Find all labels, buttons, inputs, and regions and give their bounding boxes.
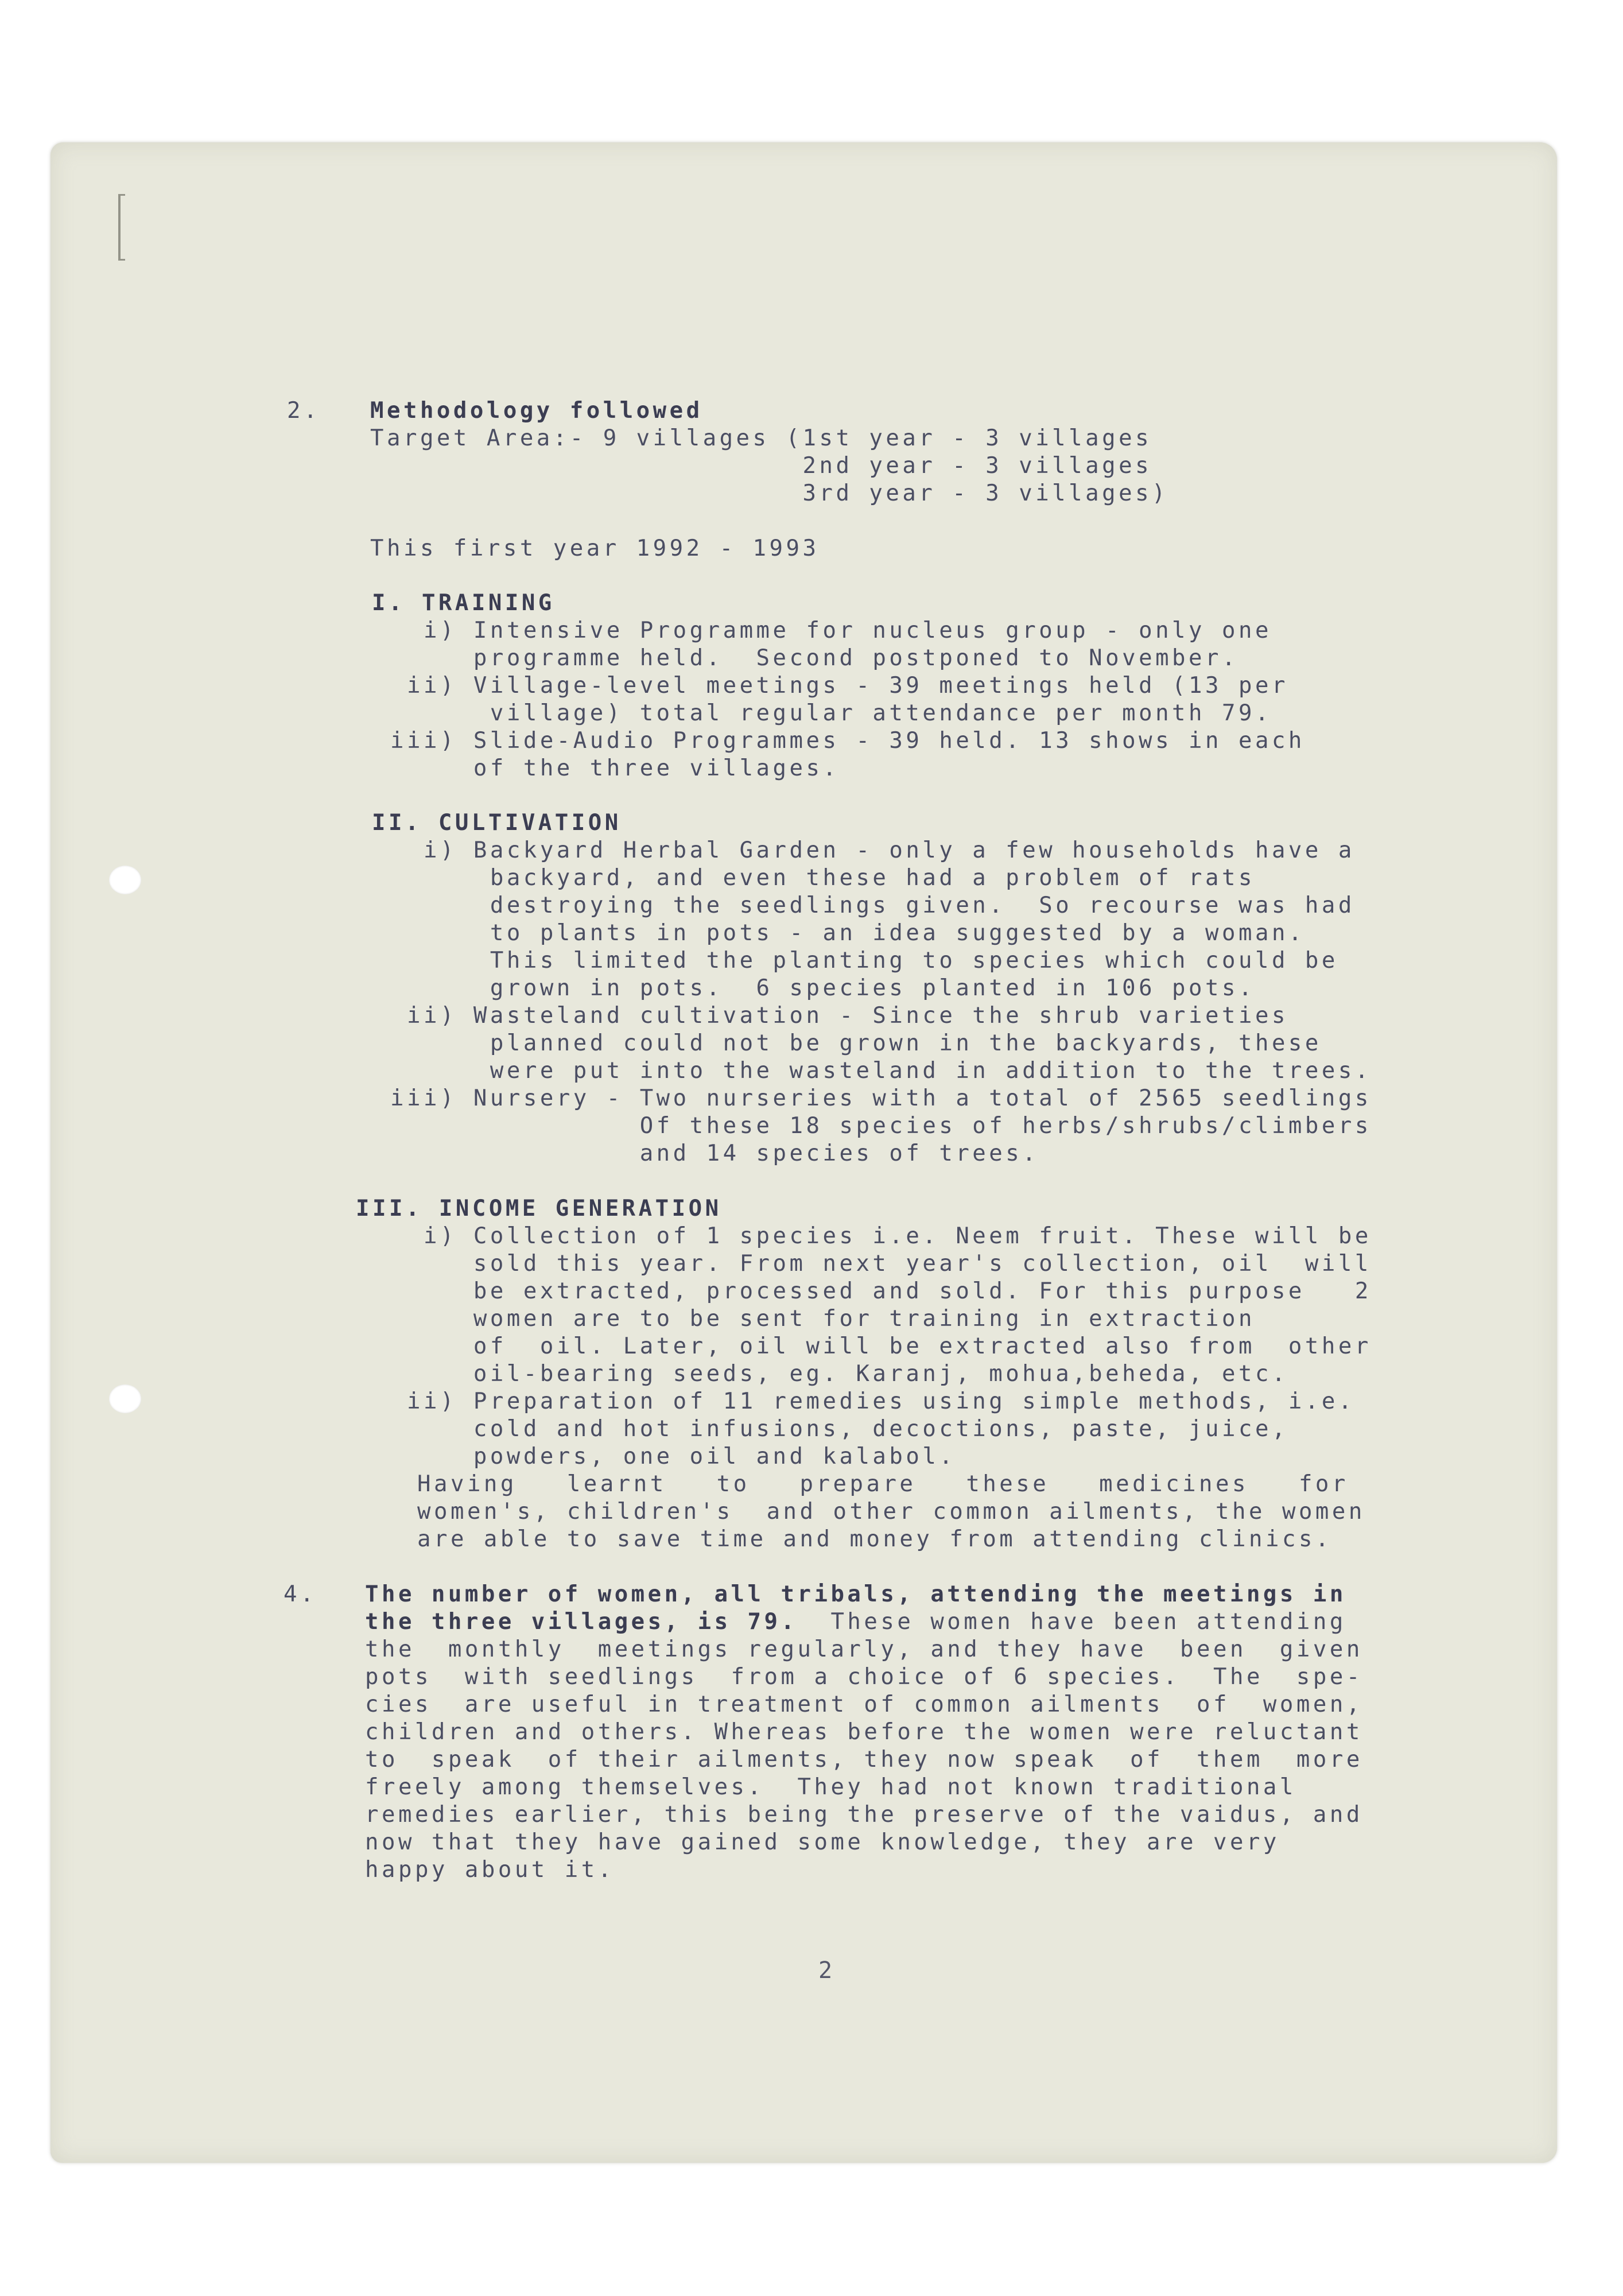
cultivation-line-6: grown in pots. 6 species planted in 106 pots.	[390, 975, 1255, 1001]
cultivation-line-2: backyard, and even these had a problem of rats	[390, 865, 1255, 891]
training-line-5: iii) Slide-Audio Programmes - 39 held. 13 shows in each	[390, 728, 1305, 754]
cultivation-heading: II. CULTIVATION	[372, 810, 622, 836]
training-line-4: village) total regular attendance per month 79.	[390, 700, 1272, 726]
cultivation-line-8: planned could not be grown in the backyards, these	[390, 1030, 1322, 1056]
income-line-4: women are to be sent for training in extraction	[390, 1306, 1255, 1332]
target-area-line-1: Target Area:- 9 villages (1st year - 3 villages	[370, 425, 1152, 451]
section-4-line-11: happy about it.	[365, 1857, 615, 1883]
first-year-line: This first year 1992 - 1993	[370, 536, 820, 561]
staple-mark	[118, 194, 125, 261]
training-line-1: i) Intensive Programme for nucleus group - only one	[390, 618, 1272, 643]
cultivation-line-11: Of these 18 species of herbs/shrubs/climbers	[390, 1113, 1372, 1139]
cultivation-line-5: This limited the planting to species which could be	[390, 948, 1338, 974]
target-area-line-3: 3rd year - 3 villages)	[370, 480, 1169, 506]
section-4-line-8: freely among themselves. They had not known traditional	[365, 1774, 1296, 1800]
cultivation-line-1: i) Backyard Herbal Garden - only a few households have a	[390, 837, 1355, 863]
income-line-9: powders, one oil and kalabol.	[390, 1444, 956, 1469]
section-4-line-4: pots with seedlings from a choice of 6 species. The spe-	[365, 1664, 1363, 1690]
page-number: 2	[818, 1957, 833, 1984]
section-4-number: 4.	[284, 1581, 317, 1607]
training-line-3: ii) Village-level meetings - 39 meetings held (13 per	[390, 673, 1288, 699]
income-line-6: oil-bearing seeds, eg. Karanj, mohua,beheda, etc.	[390, 1361, 1288, 1387]
income-line-8: cold and hot infusions, decoctions, paste, juice,	[390, 1416, 1288, 1442]
section-2-heading: Methodology followed	[370, 398, 703, 424]
income-line-12: are able to save time and money from attending clinics.	[417, 1526, 1332, 1552]
cultivation-line-4: to plants in pots - an idea suggested by a woman.	[390, 920, 1305, 946]
income-heading: III. INCOME GENERATION	[356, 1196, 722, 1221]
training-heading: I. TRAINING	[372, 590, 555, 616]
income-line-7: ii) Preparation of 11 remedies using simple methods, i.e.	[390, 1389, 1355, 1414]
training-line-2: programme held. Second postponed to November.	[390, 645, 1238, 671]
section-4-bold-line-1: The number of women, all tribals, attending the meetings in	[365, 1581, 1346, 1607]
section-4-line-10: now that they have gained some knowledge, they are very	[365, 1829, 1280, 1855]
income-line-5: of oil. Later, oil will be extracted also from other	[390, 1333, 1372, 1359]
section-4-line-3: the monthly meetings regularly, and they have been given	[365, 1636, 1363, 1662]
cultivation-line-7: ii) Wasteland cultivation - Since the shrub varieties	[390, 1003, 1288, 1029]
section-4-line-5: cies are useful in treatment of common ailments of women,	[365, 1692, 1363, 1717]
cultivation-line-12: and 14 species of trees.	[390, 1141, 1039, 1166]
section-4-bold-line-2: the three villages, is 79.	[365, 1609, 798, 1635]
cultivation-line-3: destroying the seedlings given. So recourse was had	[390, 893, 1355, 918]
section-4-line-9: remedies earlier, this being the preserve of the vaidus, and	[365, 1802, 1363, 1828]
section-4-line-6: children and others. Whereas before the women were reluctant	[365, 1719, 1363, 1745]
section-4-continuation: These women have been attending	[797, 1609, 1346, 1635]
income-line-2: sold this year. From next year's collection, oil will	[390, 1251, 1372, 1277]
income-line-3: be extracted, processed and sold. For this purpose 2	[390, 1278, 1372, 1304]
training-line-6: of the three villages.	[390, 755, 840, 781]
punch-hole-top	[109, 866, 141, 894]
cultivation-line-10: iii) Nursery - Two nurseries with a total of 2565 seedlings	[390, 1085, 1372, 1111]
section-4-line-2	[365, 1608, 1513, 1636]
income-line-11: women's, children's and other common ailments, the women	[417, 1499, 1365, 1525]
income-line-1: i) Collection of 1 species i.e. Neem fruit. These will be	[390, 1223, 1372, 1249]
target-area-line-2: 2nd year - 3 villages	[370, 453, 1152, 479]
cultivation-line-9: were put into the wasteland in addition to the trees.	[390, 1058, 1372, 1084]
punch-hole-bottom	[109, 1384, 141, 1413]
section-4-line-7: to speak of their ailments, they now speak of them more	[365, 1747, 1363, 1773]
income-line-10: Having learnt to prepare these medicines for	[417, 1471, 1349, 1497]
section-2-number: 2.	[287, 398, 320, 424]
